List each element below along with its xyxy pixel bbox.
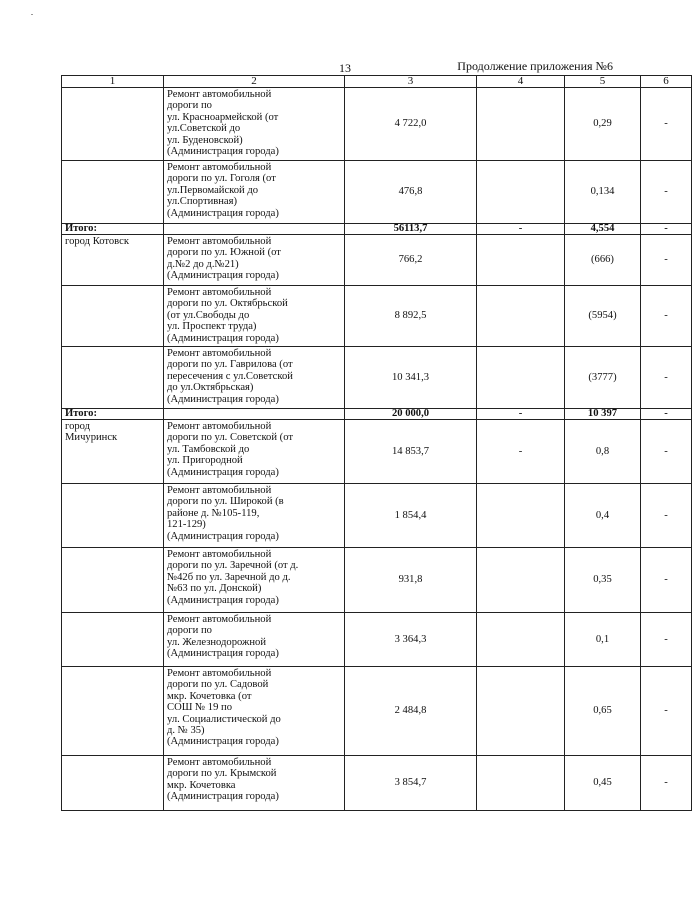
column-6-cell: - [641, 286, 692, 347]
municipality-cell [62, 613, 164, 667]
table-row [62, 286, 692, 347]
amount-cell: 14 853,7 [345, 420, 477, 484]
column-4-cell: - [477, 409, 565, 420]
amount-cell: 1 854,4 [345, 484, 477, 548]
appendix-table [61, 75, 692, 811]
amount-cell: 4 722,0 [345, 88, 477, 161]
table-row [62, 420, 692, 484]
column-4-cell [477, 161, 565, 224]
length-cell: 0,45 [565, 756, 641, 811]
municipality-cell [62, 667, 164, 756]
column-4-cell [477, 235, 565, 286]
table-row [62, 235, 692, 286]
column-6-cell: - [641, 667, 692, 756]
length-cell: 0,29 [565, 88, 641, 161]
work-description-cell: Ремонт автомобильной дороги по ул. Заречной (от д. №42б по ул. Заречной до д. №63 по ул. Донской) (Администрация города) [164, 548, 345, 613]
municipality-cell [62, 347, 164, 409]
table-row [62, 161, 692, 224]
table-row [62, 667, 692, 756]
column-number: 1 [62, 76, 164, 88]
length-cell: 0,65 [565, 667, 641, 756]
column-6-cell: - [641, 88, 692, 161]
column-6-cell: - [641, 613, 692, 667]
column-number: 4 [477, 76, 565, 88]
column-number: 3 [345, 76, 477, 88]
amount-cell: 476,8 [345, 161, 477, 224]
municipality-cell [62, 756, 164, 811]
work-description-cell: Ремонт автомобильной дороги по ул. Гоголя (от ул.Первомайской до ул.Спортивная) (Администрация города) [164, 161, 345, 224]
table-row [62, 548, 692, 613]
column-6-cell: - [641, 224, 692, 235]
work-description-cell: Ремонт автомобильной дороги по ул. Садовой мкр. Кочетовка (от СОШ № 19 по ул. Социалистической до д. № 35) (Администрация города) [164, 667, 345, 756]
length-cell: 4,554 [565, 224, 641, 235]
length-cell: (3777) [565, 347, 641, 409]
work-description-cell: Ремонт автомобильной дороги по ул. Железнодорожной (Администрация города) [164, 613, 345, 667]
column-6-cell: - [641, 409, 692, 420]
municipality-cell: Итого: [62, 409, 164, 420]
scan-speck [31, 14, 33, 15]
municipality-cell [62, 88, 164, 161]
column-4-cell [477, 88, 565, 161]
municipality-cell [62, 548, 164, 613]
column-6-cell: - [641, 420, 692, 484]
municipality-cell [62, 484, 164, 548]
page-number: 13 [339, 61, 351, 75]
municipality-cell: город Мичуринск [62, 420, 164, 484]
column-6-cell: - [641, 161, 692, 224]
table-row [62, 484, 692, 548]
column-number: 2 [164, 76, 345, 88]
appendix-continuation-caption: Продолжение приложения №6 [457, 59, 613, 73]
amount-cell: 8 892,5 [345, 286, 477, 347]
total-row [62, 409, 692, 420]
work-description-cell [164, 409, 345, 420]
amount-cell: 766,2 [345, 235, 477, 286]
amount-cell: 56113,7 [345, 224, 477, 235]
work-description-cell: Ремонт автомобильной дороги по ул. Красноармейской (от ул.Советской до ул. Буденовской) (Администрация города) [164, 88, 345, 161]
column-4-cell [477, 286, 565, 347]
length-cell: 0,134 [565, 161, 641, 224]
length-cell: (666) [565, 235, 641, 286]
amount-cell: 2 484,8 [345, 667, 477, 756]
column-6-cell: - [641, 347, 692, 409]
column-number: 6 [641, 76, 692, 88]
municipality-cell: Итого: [62, 224, 164, 235]
work-description-cell: Ремонт автомобильной дороги по ул. Гаврилова (от пересечения с ул.Советской до ул.Октябрьская) (Администрация города) [164, 347, 345, 409]
amount-cell: 10 341,3 [345, 347, 477, 409]
column-6-cell: - [641, 756, 692, 811]
amount-cell: 3 364,3 [345, 613, 477, 667]
column-4-cell [477, 667, 565, 756]
column-4-cell: - [477, 420, 565, 484]
column-4-cell [477, 347, 565, 409]
column-number: 5 [565, 76, 641, 88]
column-4-cell [477, 613, 565, 667]
length-cell: 10 397 [565, 409, 641, 420]
column-4-cell: - [477, 224, 565, 235]
length-cell: (5954) [565, 286, 641, 347]
column-6-cell: - [641, 548, 692, 613]
column-6-cell: - [641, 484, 692, 548]
work-description-cell: Ремонт автомобильной дороги по ул. Крымской мкр. Кочетовка (Администрация города) [164, 756, 345, 811]
total-row [62, 224, 692, 235]
municipality-cell [62, 286, 164, 347]
table-row [62, 613, 692, 667]
length-cell: 0,4 [565, 484, 641, 548]
municipality-cell: город Котовск [62, 235, 164, 286]
work-description-cell: Ремонт автомобильной дороги по ул. Советской (от ул. Тамбовской до ул. Пригородной (Администрация города) [164, 420, 345, 484]
work-description-cell: Ремонт автомобильной дороги по ул. Южной (от д.№2 до д.№21) (Администрация города) [164, 235, 345, 286]
length-cell: 0,35 [565, 548, 641, 613]
amount-cell: 931,8 [345, 548, 477, 613]
column-4-cell [477, 548, 565, 613]
work-description-cell: Ремонт автомобильной дороги по ул. Октябрьской (от ул.Свободы до ул. Проспект труда) (Администрация города) [164, 286, 345, 347]
municipality-cell [62, 161, 164, 224]
work-description-cell: Ремонт автомобильной дороги по ул. Широкой (в районе д. №105-119, 121-129) (Администрация города) [164, 484, 345, 548]
column-4-cell [477, 484, 565, 548]
length-cell: 0,1 [565, 613, 641, 667]
column-6-cell: - [641, 235, 692, 286]
appendix-table-body [62, 76, 692, 811]
amount-cell: 20 000,0 [345, 409, 477, 420]
work-description-cell [164, 224, 345, 235]
table-row [62, 756, 692, 811]
table-row [62, 88, 692, 161]
column-4-cell [477, 756, 565, 811]
length-cell: 0,8 [565, 420, 641, 484]
table-row [62, 347, 692, 409]
column-number-row [62, 76, 692, 88]
amount-cell: 3 854,7 [345, 756, 477, 811]
